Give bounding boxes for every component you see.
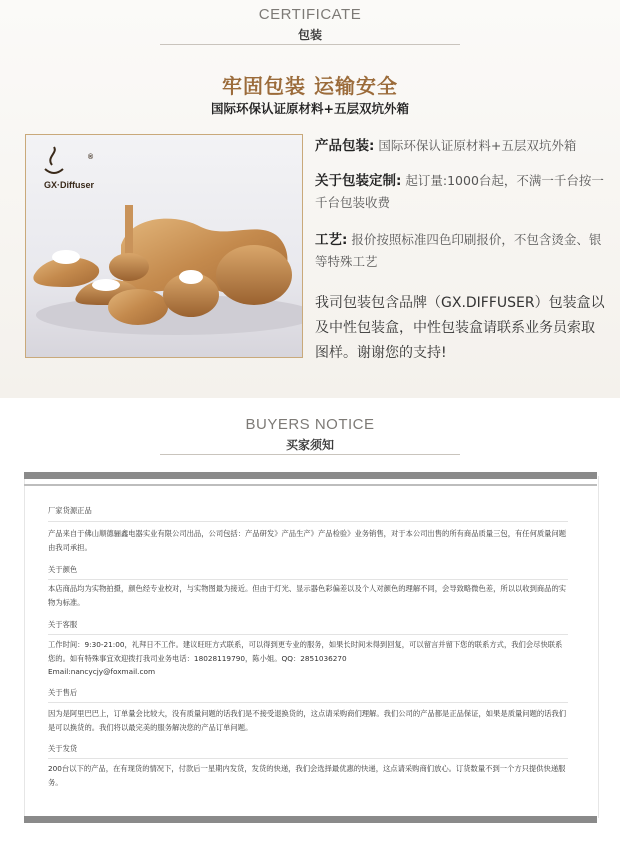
diffusers-illustration	[26, 135, 302, 357]
notice-body: 本店商品均为实物拍摄，颜色经专业校对，与实物图最为接近。但由于灯光、显示器色彩偏差以及个人对颜色的理解不同，会导致略微色差，所以以收到商品的实物为标准。	[48, 584, 567, 607]
registered-mark: ®	[88, 154, 94, 161]
notice-title: 关于发货	[48, 744, 78, 753]
brand-logo-text: GX·Diffuser	[44, 180, 95, 190]
notice-body: 工作时间：9:30-21:00，礼拜日不工作。建议旺旺方式联系，可以得到更专业的服务，如果长时间未得到回复，可以留言并留下您的联系方式，我们会尽快联系您的。如有特殊事宜欢迎拨打我司业务电话：18028119790，陈小姐。QQ：2851036270	[48, 640, 563, 663]
notice-title: 关于客服	[48, 620, 78, 629]
notice-title: 关于售后	[48, 688, 78, 697]
buyers-header	[0, 416, 620, 453]
bottom-bar	[24, 816, 597, 823]
notice-body: 产品来自于佛山顺德骊鑫电器实业有限公司出品，公司包括：产品研发》产品生产》产品检验》业务销售，对于本公司出售的所有商品质量三包，有任何质量问题由我司承担。	[48, 529, 567, 552]
top-bar-thin	[24, 484, 597, 486]
packaging-headline: 牢固包装 运输安全	[222, 74, 398, 98]
notice-email: Email:nancycjy@foxmail.com	[48, 667, 156, 676]
packaging-label: 产品包装:	[315, 138, 375, 154]
custom-label: 关于包装定制:	[315, 173, 402, 189]
buyers-title-cn: 买家须知	[285, 438, 334, 452]
craft-info	[315, 229, 605, 273]
product-photo	[25, 134, 303, 358]
divider	[160, 454, 460, 455]
notice-divider	[48, 702, 568, 703]
notice-title: 厂家货源正品	[48, 506, 92, 515]
packaging-paragraph: 我司包装包含品牌（GX.DIFFUSER）包装盒以及中性包装盒，中性包装盒请联系业务员索取图样。谢谢您的支持!	[315, 295, 605, 361]
craft-label: 工艺:	[315, 232, 348, 248]
certificate-title-cn: 包装	[297, 28, 322, 42]
brand-logo	[44, 180, 94, 190]
packaging-value: 国际环保认证原材料+五层双坑外箱	[378, 138, 577, 153]
buyers-title-en: BUYERS NOTICE	[245, 416, 375, 433]
custom-value: 起订量:1000台起，不满一千台按一千台包装收费	[315, 173, 604, 210]
packaging-info	[315, 135, 605, 157]
notice-divider	[48, 521, 568, 522]
certificate-header	[0, 6, 620, 43]
notice-divider	[48, 579, 568, 580]
certificate-title-en: CERTIFICATE	[258, 6, 362, 23]
top-bar	[24, 472, 597, 479]
notice-body: 因为是阿里巴巴上，订单量会比较大，没有质量问题的话我们是不接受退换货的，这点请采购商们理解。我们公司的产品都是正品保证，如果是质量问题的话我们是可以换货的。我们将以最完美的服务解决您的产品订单问题。	[48, 709, 567, 732]
packaging-subline: 国际环保认证原材料+五层双坑外箱	[211, 101, 409, 116]
notice-divider	[48, 634, 568, 635]
divider	[160, 44, 460, 45]
notice-divider	[48, 758, 568, 759]
craft-value: 报价按照标准四色印刷报价，不包含烫金、银等特殊工艺	[315, 232, 602, 269]
custom-info	[315, 170, 605, 214]
notice-title: 关于颜色	[48, 565, 78, 574]
notice-body: 200台以下的产品，在有现货的情况下，付款后一星期内发货，发货的快递，我们会选择最优惠的快递，这点请采购商们放心。订货数量不到一个方只提供快递服务。	[48, 764, 566, 787]
